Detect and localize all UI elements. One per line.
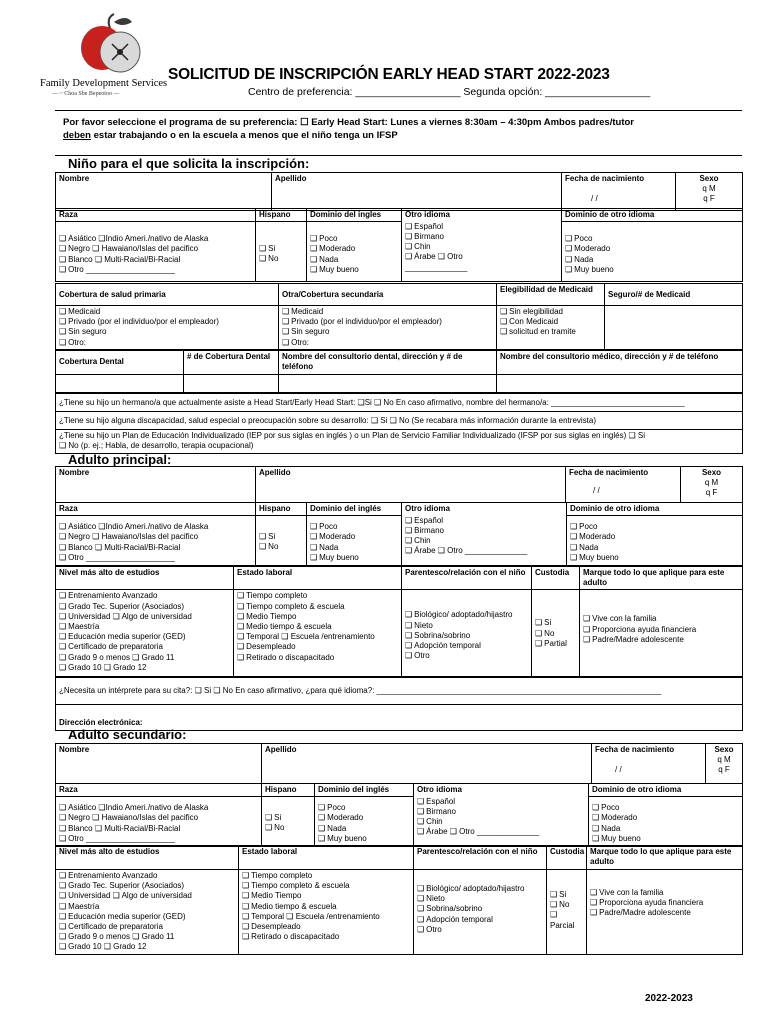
adult1-estado-options xyxy=(234,590,402,678)
adult2-estado-opt[interactable]: ❑ Desempleado xyxy=(242,922,410,932)
adult2-estado-opt[interactable]: ❑ Retirado o discapacitado xyxy=(242,932,410,942)
adult1-nivel-opt[interactable]: ❑ Grado 9 o menos ❑ Grado 11 xyxy=(59,653,230,663)
adult1-ingles-opt[interactable]: ❑ Poco xyxy=(310,522,398,532)
adult2-custodia-opt[interactable]: Parcial xyxy=(550,920,575,930)
adult1-dom-otro-opt[interactable]: ❑ Poco xyxy=(570,522,739,532)
child-sexo-f[interactable]: q F xyxy=(703,194,715,204)
child-hispano-opt[interactable]: ❑ No xyxy=(259,254,303,264)
adult2-estudios-table xyxy=(55,845,743,955)
child-raza-options xyxy=(56,222,256,282)
adult2-ingles-options xyxy=(315,797,414,847)
adult1-fecha-value: / / xyxy=(593,486,600,496)
org-tagline: — ~ Choa Sbe Bepeotoo — xyxy=(52,91,120,97)
adult2-raza-options xyxy=(56,797,262,847)
child-fecha-cell[interactable] xyxy=(562,173,676,211)
adult2-nivel-options xyxy=(56,870,239,955)
child-sexo-m[interactable]: q M xyxy=(702,184,716,194)
adult1-nombre-label: Nombre xyxy=(59,468,90,477)
adult2-apellido-label: Apellido xyxy=(265,745,297,754)
adult1-custodia-opt[interactable]: ❑ No xyxy=(535,629,576,639)
adult1-dom-otro-label: Dominio de otro idioma xyxy=(567,503,743,516)
child-raza-opt[interactable]: ❑ Negro ❑ Hawaiano/Islas del pacifico xyxy=(59,244,252,254)
q-iep-2: ❑ No (p. ej.; Habla, de desarrollo, terapia ocupacional) xyxy=(59,441,254,451)
program-preference xyxy=(55,110,742,156)
adult2-parentesco-label: Parentesco/relación con el niño xyxy=(414,846,547,870)
child-apellido-label: Apellido xyxy=(275,174,307,183)
child-seguro-label: Seguro/# de Medicaid xyxy=(605,284,743,306)
child-ingles-opt[interactable]: ❑ Muy bueno xyxy=(310,265,398,275)
child-hispano-opt[interactable]: ❑ Si xyxy=(259,244,303,254)
child-raza-opt[interactable]: ❑ Blanco ❑ Multi-Racial/Bi-Racial xyxy=(59,255,252,265)
child-idioma-options xyxy=(402,222,562,282)
child-consultorio-dental-field[interactable] xyxy=(279,375,497,393)
adult2-marque-options xyxy=(587,870,743,955)
child-consultorio-medico-label: Nombre del consultorio médico, dirección y # de teléfono xyxy=(497,351,743,375)
adult1-estudios-table xyxy=(55,566,743,678)
adult2-raza-opt[interactable]: ❑ Blanco ❑ Multi-Racial/Bi-Racial xyxy=(59,824,258,834)
child-otra-opt[interactable]: ❑ Privado (por el individuo/por el empleador) xyxy=(282,317,493,327)
adult2-dom-otro-opt[interactable]: ❑ Poco xyxy=(592,803,739,813)
adult1-estado-label: Estado laboral xyxy=(234,567,402,590)
adult1-sexo-label: Sexo xyxy=(701,468,722,477)
child-dom-otro-label: Dominio de otro idioma xyxy=(562,209,743,222)
adult2-idioma-opt[interactable]: ❑ Chin xyxy=(417,817,585,827)
pref-line2: estar trabajando o en la escuela a menos que el niño tenga un IFSP xyxy=(90,130,398,141)
adult1-section-title: Adulto principal: xyxy=(68,452,172,467)
adult2-estado-opt[interactable]: ❑ Tiempo completo & escuela xyxy=(242,881,410,891)
adult2-parentesco-opt[interactable]: ❑ Sobrina/sobrino xyxy=(417,904,543,914)
child-salud-opt[interactable]: ❑ Otro: xyxy=(59,338,275,348)
adult1-raza-options xyxy=(56,516,256,566)
child-dom-otro-opt[interactable]: ❑ Nada xyxy=(565,255,739,265)
adult1-hispano-opt[interactable]: ❑ Si xyxy=(259,532,303,542)
adult2-fecha-value: / / xyxy=(615,765,622,775)
adult2-nivel-opt[interactable]: ❑ Educación media superior (GED) xyxy=(59,912,235,922)
adult1-dom-otro-opt[interactable]: ❑ Moderado xyxy=(570,532,739,542)
adult2-parentesco-opt[interactable]: ❑ Biológico/ adoptado/hijastro xyxy=(417,884,543,894)
adult2-custodia-opt[interactable]: ❑ Si xyxy=(550,890,583,900)
adult1-marque-options xyxy=(580,590,743,678)
adult1-interprete[interactable]: ¿Necesita un intérprete para su cita?: ❑ Si ❑ No En caso afirmativo, ¿para qué idioma?: ________________________________________________________________ xyxy=(56,677,743,705)
adult1-sexo-m[interactable]: q M xyxy=(704,478,719,488)
child-hispano-options xyxy=(256,222,307,282)
adult1-nombre-cell[interactable] xyxy=(56,467,256,503)
child-salud-opt[interactable]: ❑ Medicaid xyxy=(59,307,275,317)
adult1-parentesco-options xyxy=(402,590,532,678)
child-idioma-opt[interactable]: ❑ Español xyxy=(405,222,558,232)
adult1-nivel-options xyxy=(56,590,234,678)
adult1-nivel-opt[interactable]: ❑ Universidad ❑ Algo de universidad xyxy=(59,612,230,622)
adult2-custodia-opt[interactable]: ❑ No xyxy=(550,900,583,910)
adult2-marque-opt[interactable]: ❑ Vive con la familia xyxy=(590,888,739,898)
child-otra-opt[interactable]: ❑ Medicaid xyxy=(282,307,493,317)
adult2-hispano-opt[interactable]: ❑ No xyxy=(265,823,311,833)
child-otra-cob-label: Otra/Cobertura secundaria xyxy=(279,284,497,306)
adult2-section-title: Adulto secundario: xyxy=(68,727,187,742)
adult1-dom-otro-opt[interactable]: ❑ Muy bueno xyxy=(570,553,739,563)
child-hispano-label: Hispano xyxy=(256,209,307,222)
adult2-idioma-options xyxy=(414,797,589,847)
child-otra-options xyxy=(279,306,497,350)
pref-line1: Por favor seleccione el programa de su preferencia: ☐ Early Head Start: Lunes a viernes 8:30am – 4:30pm Ambos padres/tutor xyxy=(63,117,634,128)
adult1-idioma-opt[interactable]: ❑ Español xyxy=(405,516,563,526)
adult1-email[interactable]: Dirección electrónica: xyxy=(56,705,743,731)
adult2-name-table xyxy=(55,743,743,784)
adult1-ingles-options xyxy=(307,516,402,566)
adult2-estado-label: Estado laboral xyxy=(239,846,414,870)
adult2-raza-table xyxy=(55,783,743,847)
footer-year: 2022-2023 xyxy=(645,993,693,1004)
child-eleg-opt[interactable]: ❑ solicitud en tramite xyxy=(500,327,601,337)
adult1-raza-opt[interactable]: ❑ Otro ____________________ xyxy=(59,553,252,563)
child-nombre-label: Nombre xyxy=(59,174,90,183)
child-raza-opt[interactable]: ❑ Otro ____________________ xyxy=(59,265,252,275)
adult2-ingles-label: Dominio del inglés xyxy=(315,784,414,797)
child-fecha-label: Fecha de nacimiento xyxy=(565,174,645,183)
child-salud-table xyxy=(55,283,743,350)
adult2-sexo-label: Sexo xyxy=(714,745,734,754)
adult2-marque-label: Marque todo lo que aplique para este adulto xyxy=(587,846,743,870)
child-num-dental-label: # de Cobertura Dental xyxy=(184,351,279,375)
adult2-estado-opt[interactable]: ❑ Tiempo completo xyxy=(242,871,410,881)
child-seguro-field[interactable] xyxy=(605,306,743,350)
adult2-ingles-opt[interactable]: ❑ Poco xyxy=(318,803,410,813)
adult2-hispano-opt[interactable]: ❑ Si xyxy=(265,813,311,823)
child-eleg-label: Elegibilidad de Medicaid xyxy=(497,284,605,306)
adult2-parentesco-options xyxy=(414,870,547,955)
child-section-title: Niño para el que solicita la inscripción: xyxy=(68,156,310,171)
adult2-nivel-opt[interactable]: ❑ Certificado de preparatoria xyxy=(59,922,235,932)
adult2-dom-otro-label: Dominio de otro idioma xyxy=(589,784,743,797)
adult1-nivel-opt[interactable]: ❑ Grado 10 ❑ Grado 12 xyxy=(59,663,230,673)
adult2-dom-otro-options xyxy=(589,797,743,847)
adult2-estado-options xyxy=(239,870,414,955)
adult2-custodia-opt[interactable] xyxy=(550,910,583,920)
adult1-extra-table xyxy=(55,676,743,731)
adult1-idioma-opt[interactable]: ❑ Chin xyxy=(405,536,563,546)
adult2-nivel-opt[interactable]: ❑ Universidad ❑ Algo de universidad xyxy=(59,891,235,901)
adult1-custodia-label: Custodia xyxy=(532,567,580,590)
child-ingles-opt[interactable]: ❑ Nada xyxy=(310,255,398,265)
child-fecha-value: / / xyxy=(591,194,598,204)
adult1-marque-opt[interactable]: ❑ Padre/Madre adolescente xyxy=(583,635,739,645)
adult1-hispano-options xyxy=(256,516,307,566)
adult1-nivel-opt[interactable]: ❑ Educación media superior (GED) xyxy=(59,632,230,642)
adult2-nivel-opt[interactable]: ❑ Grado 9 o menos ❑ Grado 11 xyxy=(59,932,235,942)
adult2-raza-opt[interactable]: ❑ Otro ____________________ xyxy=(59,834,258,844)
adult1-sexo-f[interactable]: q F xyxy=(705,488,718,498)
adult1-estado-opt[interactable]: ❑ Temporal ❑ Escuela /entrenamiento xyxy=(237,632,398,642)
q-iep: ¿Tiene su hijo un Plan de Educación Individualizado (IEP por sus siglas en inglés ) o un Plan de Servicio Familiar Individualizado (IFSP por sus siglas en inglés) ❑ Si xyxy=(59,431,645,440)
child-salud-label: Cobertura de salud primaria xyxy=(56,284,279,306)
child-otra-opt[interactable]: ❑ Sin seguro xyxy=(282,327,493,337)
q-hermano[interactable]: ¿Tiene su hijo un hermano/a que actualmente asiste a Head Start/Early Head Start: ❑Si ❑ No En caso afirmativo, nombre del hermano/a: ______________________________ xyxy=(56,394,743,412)
adult1-parentesco-opt[interactable]: ❑ Sobrina/sobrino xyxy=(405,631,528,641)
child-salud-options xyxy=(56,306,279,350)
adult2-parentesco-opt[interactable]: ❑ Adopción temporal xyxy=(417,915,543,925)
adult1-estado-opt[interactable]: ❑ Desempleado xyxy=(237,642,398,652)
adult2-estado-opt[interactable]: ❑ Medio tiempo & escuela xyxy=(242,902,410,912)
adult1-custodia-opt[interactable]: ❑ Partial xyxy=(535,639,576,649)
adult1-estado-opt[interactable]: ❑ Tiempo completo xyxy=(237,591,398,601)
child-dental-field[interactable] xyxy=(56,375,184,393)
child-raza-label: Raza xyxy=(56,209,256,222)
adult2-sexo-m[interactable]: q M xyxy=(717,755,731,765)
adult1-parentesco-opt[interactable]: ❑ Biológico/ adoptado/hijastro xyxy=(405,610,528,620)
child-dental-label: Cobertura Dental xyxy=(56,351,184,375)
adult1-raza-opt[interactable]: ❑ Asiático ❑Indio Ameri./nativo de Alaska xyxy=(59,522,252,532)
child-table xyxy=(55,172,743,211)
adult2-raza-opt[interactable]: ❑ Asiático ❑Indio Ameri./nativo de Alaska xyxy=(59,803,258,813)
pref-deben: deben xyxy=(63,130,91,141)
adult1-apellido-cell[interactable] xyxy=(256,467,566,503)
adult2-dom-otro-opt[interactable]: ❑ Nada xyxy=(592,824,739,834)
child-ingles-options xyxy=(307,222,402,282)
adult1-raza-label: Raza xyxy=(56,503,256,516)
adult2-nombre-cell[interactable] xyxy=(56,744,262,784)
centro-preferencia: Centro de preferencia: __________________ Segunda opción: __________________ xyxy=(248,86,651,98)
adult1-estado-opt[interactable]: ❑ Medio Tiempo xyxy=(237,612,398,622)
adult2-nivel-opt[interactable]: ❑ Entrenamiento Avanzado xyxy=(59,871,235,881)
adult1-nivel-opt[interactable]: ❑ Maestría xyxy=(59,622,230,632)
adult1-dom-otro-options xyxy=(567,516,743,566)
adult2-sexo-f[interactable]: q F xyxy=(718,765,730,775)
adult2-fecha-label: Fecha de nacimiento xyxy=(595,745,675,754)
adult2-nombre-label: Nombre xyxy=(59,745,90,754)
adult1-marque-opt[interactable]: ❑ Vive con la familia xyxy=(583,614,739,624)
adult2-estado-opt[interactable]: ❑ Medio Tiempo xyxy=(242,891,410,901)
adult1-apellido-label: Apellido xyxy=(259,468,291,477)
adult1-ingles-label: Dominio del inglés xyxy=(307,503,402,516)
adult1-idioma-label: Otro idioma xyxy=(402,503,567,516)
logo xyxy=(40,12,180,102)
adult2-nivel-opt[interactable]: ❑ Maestría xyxy=(59,902,235,912)
adult2-custodia-options xyxy=(547,870,587,955)
child-idioma-opt[interactable]: ❑ Árabe ❑ Otro xyxy=(405,252,558,262)
adult1-name-table xyxy=(55,466,743,503)
adult2-nivel-opt[interactable]: ❑ Grado 10 ❑ Grado 12 xyxy=(59,942,235,952)
adult2-apellido-cell[interactable] xyxy=(262,744,592,784)
adult2-raza-opt[interactable]: ❑ Negro ❑ Hawaiano/Islas del pacifico xyxy=(59,813,258,823)
child-idioma-opt[interactable]: ❑ Chin xyxy=(405,242,558,252)
child-dental-table xyxy=(55,350,743,393)
child-ingles-opt[interactable]: ❑ Poco xyxy=(310,234,398,244)
child-sexo-cell[interactable] xyxy=(676,173,743,211)
adult1-idioma-opt[interactable]: ❑ Árabe ❑ Otro ______________ xyxy=(405,546,563,556)
child-ingles-label: Dominio del ingles xyxy=(307,209,402,222)
org-name: Family Development Services xyxy=(40,78,168,89)
adult2-dom-otro-opt[interactable]: ❑ Moderado xyxy=(592,813,739,823)
adult1-nivel-label: Nivel más alto de estudios xyxy=(56,567,234,590)
adult1-idioma-options xyxy=(402,516,567,566)
adult1-parentesco-label: Parentesco/relación con el niño xyxy=(402,567,532,590)
adult2-estado-opt[interactable]: ❑ Temporal ❑ Escuela /entrenamiento xyxy=(242,912,410,922)
adult1-raza-opt[interactable]: ❑ Blanco ❑ Multi-Racial/Bi-Racial xyxy=(59,543,252,553)
adult1-parentesco-opt[interactable]: ❑ Adopción temporal xyxy=(405,641,528,651)
adult1-raza-table xyxy=(55,502,743,566)
adult1-nivel-opt[interactable]: ❑ Certificado de preparatoria xyxy=(59,642,230,652)
child-eleg-opt[interactable]: ❑ Sin elegibilidad xyxy=(500,307,601,317)
adult2-hispano-label: Hispano xyxy=(262,784,315,797)
adult2-custodia-label: Custodia xyxy=(547,846,587,870)
adult2-nivel-label: Nivel más alto de estudios xyxy=(56,846,239,870)
adult1-dom-otro-opt[interactable]: ❑ Nada xyxy=(570,543,739,553)
child-sexo-label: Sexo xyxy=(699,174,719,183)
child-idioma-blank[interactable]: ______________ xyxy=(405,262,468,272)
adult1-marque-label: Marque todo lo que aplique para este adulto xyxy=(580,567,743,590)
child-idioma-label: Otro idioma xyxy=(402,209,562,222)
adult1-nivel-opt[interactable]: ❑ Entrenamiento Avanzado xyxy=(59,591,230,601)
adult2-sexo-cell[interactable] xyxy=(706,744,743,784)
adult1-parentesco-opt[interactable]: ❑ Nieto xyxy=(405,621,528,631)
adult2-parentesco-opt[interactable]: ❑ Otro xyxy=(417,925,543,935)
child-num-dental-field[interactable] xyxy=(184,375,279,393)
adult1-sexo-cell[interactable] xyxy=(681,467,743,503)
adult2-dom-otro-opt[interactable]: ❑ Muy bueno xyxy=(592,834,739,844)
adult1-parentesco-opt[interactable]: ❑ Otro xyxy=(405,651,528,661)
adult2-marque-opt[interactable]: ❑ Proporciona ayuda financiera xyxy=(590,898,739,908)
adult1-idioma-opt[interactable]: ❑ Birmano xyxy=(405,526,563,536)
child-ingles-opt[interactable]: ❑ Moderado xyxy=(310,244,398,254)
child-eleg-opt[interactable]: ❑ Con Medicaid xyxy=(500,317,601,327)
q-iep-cell[interactable] xyxy=(56,430,743,454)
adult2-idioma-opt[interactable]: ❑ Birmano xyxy=(417,807,585,817)
child-raza-opt[interactable]: ❑ Asiático ❑Indio Ameri./nativo de Alaska xyxy=(59,234,252,244)
adult1-fecha-label: Fecha de nacimiento xyxy=(569,468,649,477)
adult1-marque-opt[interactable]: ❑ Proporciona ayuda financiera xyxy=(583,625,739,635)
child-otra-opt[interactable]: ❑ Otro: xyxy=(282,338,493,348)
child-salud-opt[interactable]: ❑ Sin seguro xyxy=(59,327,275,337)
child-dom-otro-opt[interactable]: ❑ Poco xyxy=(565,234,739,244)
adult2-ingles-opt[interactable]: ❑ Moderado xyxy=(318,813,410,823)
adult2-idioma-label: Otro idioma xyxy=(414,784,589,797)
child-eleg-options xyxy=(497,306,605,350)
adult2-idioma-opt[interactable]: ❑ Español xyxy=(417,797,585,807)
adult2-fecha-cell[interactable] xyxy=(592,744,706,784)
adult1-estado-opt[interactable]: ❑ Retirado o discapacitado xyxy=(237,653,398,663)
child-questions-table xyxy=(55,393,743,454)
q-discapacidad[interactable]: ¿Tiene su hijo alguna discapacidad, salud especial o preocupación sobre su desarrollo: ❑ Si ❑ No (Se recabara más información durante la entrevista) xyxy=(56,412,743,430)
adult1-hispano-opt[interactable]: ❑ No xyxy=(259,542,303,552)
adult2-hispano-options xyxy=(262,797,315,847)
child-dom-otro-opt[interactable]: ❑ Muy bueno xyxy=(565,265,739,275)
child-apellido-cell[interactable] xyxy=(272,173,562,211)
adult2-ingles-opt[interactable]: ❑ Nada xyxy=(318,824,410,834)
adult2-nivel-opt[interactable]: ❑ Grado Tec. Superior (Asociados) xyxy=(59,881,235,891)
child-consultorio-dental-label: Nombre del consultorio dental, dirección y # de teléfono xyxy=(279,351,497,375)
adult2-raza-label: Raza xyxy=(56,784,262,797)
adult1-hispano-label: Hispano xyxy=(256,503,307,516)
child-nombre-cell[interactable] xyxy=(56,173,272,211)
adult1-nivel-opt[interactable]: ❑ Grado Tec. Superior (Asociados) xyxy=(59,602,230,612)
adult2-marque-opt[interactable]: ❑ Padre/Madre adolescente xyxy=(590,908,739,918)
child-idioma-opt[interactable]: ❑ Birmano xyxy=(405,232,558,242)
adult1-estado-opt[interactable]: ❑ Medio tiempo & escuela xyxy=(237,622,398,632)
child-salud-opt[interactable]: ❑ Privado (por el individuo/por el empleador) xyxy=(59,317,275,327)
adult2-parentesco-opt[interactable]: ❑ Nieto xyxy=(417,894,543,904)
adult2-idioma-opt[interactable]: ❑ Árabe ❑ Otro ______________ xyxy=(417,827,585,837)
adult2-ingles-opt[interactable]: ❑ Muy bueno xyxy=(318,834,410,844)
adult1-ingles-opt[interactable]: ❑ Muy bueno xyxy=(310,553,398,563)
adult1-estado-opt[interactable]: ❑ Tiempo completo & escuela xyxy=(237,602,398,612)
adult1-raza-opt[interactable]: ❑ Negro ❑ Hawaiano/Islas del pacifico xyxy=(59,532,252,542)
page-title: SOLICITUD DE INSCRIPCIÓN EARLY HEAD START 2022-2023 xyxy=(168,66,610,83)
adult1-ingles-opt[interactable]: ❑ Moderado xyxy=(310,532,398,542)
child-consultorio-medico-field[interactable] xyxy=(497,375,743,393)
adult1-custodia-options xyxy=(532,590,580,678)
child-dom-otro-options xyxy=(562,222,743,282)
adult1-custodia-opt[interactable]: ❑ Si xyxy=(535,618,576,628)
adult1-fecha-cell[interactable] xyxy=(566,467,681,503)
adult1-ingles-opt[interactable]: ❑ Nada xyxy=(310,543,398,553)
child-dom-otro-opt[interactable]: ❑ Moderado xyxy=(565,244,739,254)
child-raza-table xyxy=(55,208,743,282)
